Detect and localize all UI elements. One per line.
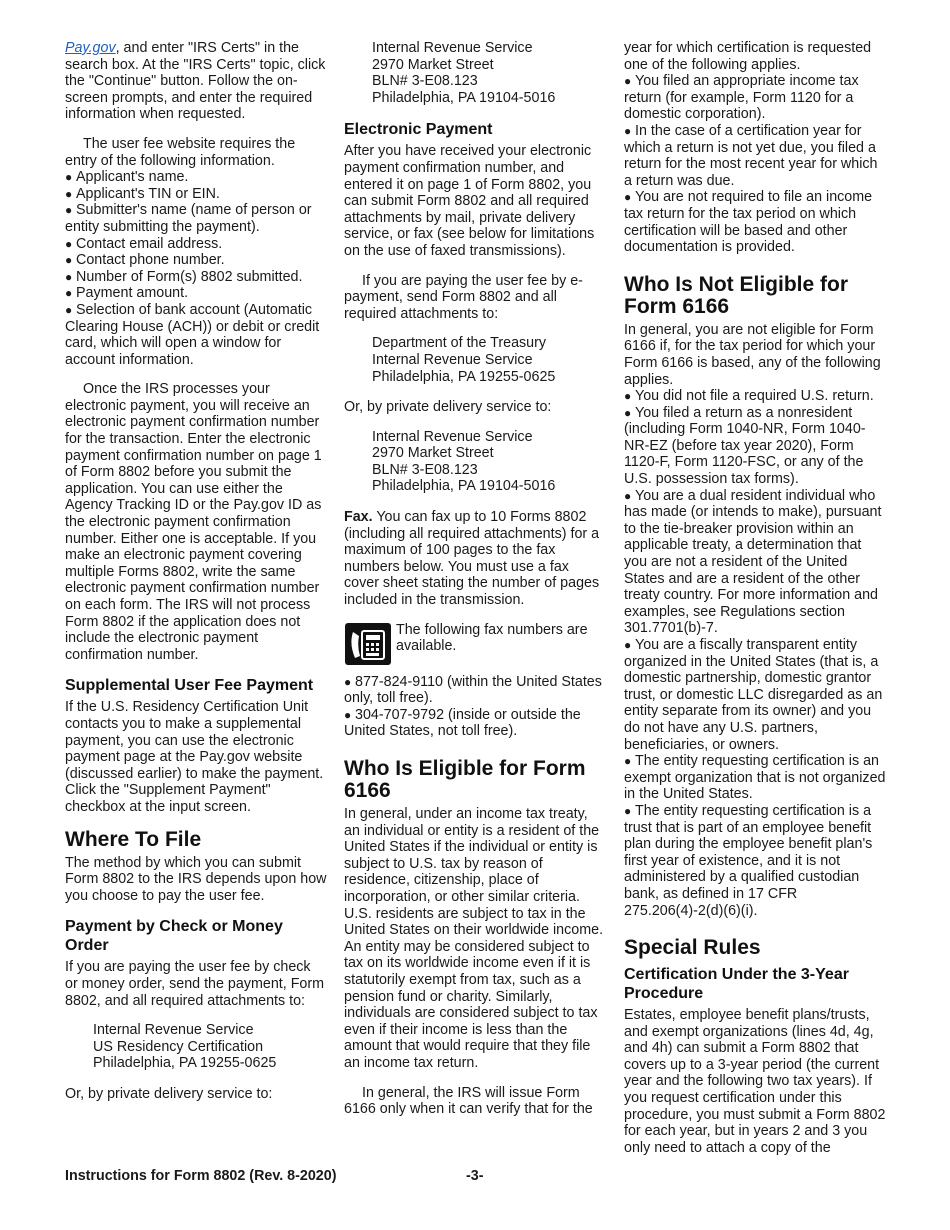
fax-paragraph [344,509,606,609]
address-line: US Residency Certification [93,1038,264,1055]
address-line: Philadelphia, PA 19255-0625 [93,1055,277,1072]
private-delivery-address-check [372,40,606,106]
list-item: ● Number of Form(s) 8802 submitted. [65,268,303,285]
list-item: ● The entity requesting certification is a trust that is part of an employee benefit plan during the employee benefit plan's first year of existence, and it is not administered by a qualified custodian bank, as defined in 17 CFR 275.206(4)-2(d)(6)(i). [624,802,873,919]
list-item: ● You filed an appropriate income tax return (for example, Form 1120 for a domestic corporation). [624,73,859,123]
address-line: Internal Revenue Service [372,351,533,368]
list-item: ● You filed a return as a nonresident (including Form 1040-NR, Form 1040-NR-EZ (before tax year 2020), Form 1120-F, Form 1120-FSC, or any of the U.S. possession tax forms). [624,404,866,488]
where-to-file-heading: Where To File [65,827,202,851]
certification-year-paragraph: year for which certification is requested one of the following applies. [624,40,872,73]
bullet-icon: ● [65,203,73,218]
address-line: Internal Revenue Service [372,428,533,445]
column-2 [344,40,606,1131]
bullet-icon: ● [65,269,73,284]
list-item: ● Payment amount. [65,285,189,302]
bullet-icon: ● [344,674,352,689]
address-line: Department of the Treasury [372,335,547,352]
list-item: ● Contact phone number. [65,252,225,269]
bullet-icon: ● [65,236,73,251]
list-item: ● You are not required to file an income tax return for the tax period on which certification will be based and other documentation is provided. [624,189,873,256]
address-line: 2970 Market Street [372,445,494,462]
mailing-address-epay [372,335,606,385]
eligibility-conditions-list [624,73,886,256]
list-item: ● Selection of bank account (Automatic Clearing House (ACH)) or debit or credit card, which will open a window for account information. [65,301,320,368]
paygov-instructions-text: , and enter "IRS Certs" in the search box. At the "IRS Certs" topic, click the "Continue" button. Follow the on-screen prompts, and enter the required information when requested. [65,40,326,123]
list-item: ● Applicant's TIN or EIN. [65,185,220,202]
fax-label: Fax. [344,509,373,526]
not-eligible-list [624,388,886,919]
fax-numbers-intro: The following fax numbers are available. [396,621,588,655]
list-item: ● In the case of a certification year for which a return is not yet due, you filed a return for the most recent year for which a return was due. [624,122,878,189]
bullet-icon: ● [65,286,73,301]
list-item: ● You are a fiscally transparent entity organized in the United States (that is, a domestic partnership, domestic grantor trust, or domestic LLC disregarded as an entity separate from its owner) and you do not have any U.S. partners, beneficiaries, or owners. [624,637,883,753]
address-line: 2970 Market Street [372,56,494,73]
e-payment-send-paragraph: If you are paying the user fee by e-payment, send Form 8802 and all required attachments to: [344,272,583,322]
address-line: Internal Revenue Service [372,40,533,56]
bullet-icon: ● [624,389,632,404]
required-info-list [65,169,327,368]
list-item: ● 304-707-9792 (inside or outside the United States, not toll free). [344,706,581,740]
three-year-procedure-heading: Certification Under the 3-Year Procedure [624,966,849,1003]
bullet-icon: ● [624,803,632,818]
eligible-paragraph: In general, under an income tax treaty, an individual or entity is a resident of the United States if the individual or entity is subject to U.S. tax by reason of residence, citizenship, place of incorporation, or other similar criteria. U.S. residents are subject to tax in the United States on their worldwide income. An entity may be considered subject to tax on its worldwide income even if it is statutorily exempt from tax, such as a pension fund or charity. Similarly, individuals are considered subject to tax even if their income is less than the amount that would require that they file an income tax return. [344,806,604,1071]
list-item: ● Applicant's name. [65,169,189,186]
bullet-icon: ● [624,74,632,89]
bullet-icon: ● [624,754,632,769]
bullet-icon: ● [624,488,632,503]
issue-6166-paragraph: In general, the IRS will issue Form 6166 only when it can verify that for the [344,1084,593,1118]
fax-numbers-list [344,674,606,740]
address-line: Philadelphia, PA 19104-5016 [372,478,556,495]
footer-form-title: Instructions for Form 8802 (Rev. 8-2020) [65,1168,337,1184]
check-money-order-paragraph: If you are paying the user fee by check or money order, send the payment, Form 8802, and all required attachments to: [65,959,325,1009]
address-line: Philadelphia, PA 19104-5016 [372,89,556,106]
three-year-procedure-paragraph: Estates, employee benefit plans/trusts, and exempt organizations (lines 4d, 4g, and 4h) can submit a Form 8802 that covers up to a 3-year period (the current year and the following two tax years). If you request certification under this procedure, you must submit a Form 8802 for each year, but in years 2 and 3 you only need to attach a copy of the [624,1007,886,1156]
mailing-address-check [93,1022,327,1072]
list-item: ● 877-824-9110 (within the United States only, toll free). [344,673,602,707]
fax-machine-icon [344,622,392,666]
fax-notice [344,622,606,666]
bullet-icon: ● [65,302,73,317]
private-delivery-note-2: Or, by private delivery service to: [344,399,552,416]
address-line: BLN# 3-E08.123 [372,73,478,90]
supplemental-fee-heading: Supplemental User Fee Payment [65,677,314,695]
bullet-icon: ● [65,186,73,201]
user-fee-required-info-intro: The user fee website requires the entry of the following information. [65,135,296,169]
who-is-not-eligible-heading: Who Is Not Eligible for Form 6166 [624,272,848,318]
fax-text: You can fax up to 10 Forms 8802 (including all required attachments) for a maximum of 100 pages to the fax numbers below. You must use a fax cover sheet stating the number of pages included in the transmission. [344,509,600,609]
list-item: ● Contact email address. [65,235,223,252]
paygov-instructions [65,40,327,123]
column-1 [65,40,327,1115]
bullet-icon: ● [624,190,632,205]
electronic-payment-heading: Electronic Payment [344,121,493,139]
bullet-icon: ● [344,707,352,722]
supplemental-fee-paragraph: If the U.S. Residency Certification Unit contacts you to make a supplemental payment, you can use the electronic payment page at the Pay.gov website (discussed earlier) to make the payment. Click the "Supplement Payment" checkbox at the input screen. [65,699,324,815]
private-delivery-note: Or, by private delivery service to: [65,1085,273,1102]
where-to-file-paragraph: The method by which you can submit Form 8802 to the IRS depends upon how you choose to pay the user fee. [65,854,327,904]
bullet-icon: ● [624,405,632,420]
address-line: BLN# 3-E08.123 [372,461,478,478]
private-delivery-address-epay [372,429,606,495]
address-line: Philadelphia, PA 19255-0625 [372,368,556,385]
address-line: Internal Revenue Service [93,1022,254,1039]
bullet-icon: ● [624,123,632,138]
bullet-icon: ● [65,253,73,268]
list-item: ● The entity requesting certification is an exempt organization that is not organized in the United States. [624,753,886,803]
check-money-order-heading: Payment by Check or Money Order [65,918,283,955]
column-3 [624,40,886,1169]
electronic-payment-paragraph: After you have received your electronic payment confirmation number, and entered it on page 1 of Form 8802, you can submit Form 8802 and all required attachments by mail, private delivery service, or fax (see below for limitations on the use of faxed transmissions). [344,143,595,259]
page-number: -3- [466,1168,484,1184]
confirmation-number-paragraph: Once the IRS processes your electronic payment, you will receive an electronic payment confirmation number for the transaction. Enter the electronic payment confirmation number on page 1 of Form 8802 before you submit the application. You can use either the Agency Tracking ID or the Pay.gov ID as the electronic payment confirmation number. Either one is acceptable. If you make an electronic payment covering multiple Forms 8802, write the same electronic payment confirmation number on each form. The IRS will not process Form 8802 if the application does not include the electronic payment confirmation number. [65,381,322,663]
bullet-icon: ● [624,638,632,652]
list-item: ● Submitter's name (name of person or entity submitting the payment). [65,202,312,235]
list-item: ● You did not file a required U.S. return. [624,388,874,405]
paygov-link[interactable]: Pay.gov [65,40,116,56]
list-item: ● You are a dual resident individual who has made (or intends to make), pursuant to the tie-breaker provision within an applicable treaty, a determination that you are not a resident of the United States and are a resident of the other treaty country. For more information and examples, see Regulations section 301.7701(b)-7. [624,487,882,637]
not-eligible-paragraph: In general, you are not eligible for Form 6166 if, for the tax period for which your Form 6166 is based, any of the following applies. [624,321,881,388]
who-is-eligible-heading: Who Is Eligible for Form 6166 [344,757,586,802]
special-rules-heading: Special Rules [624,936,761,960]
bullet-icon: ● [65,170,73,185]
